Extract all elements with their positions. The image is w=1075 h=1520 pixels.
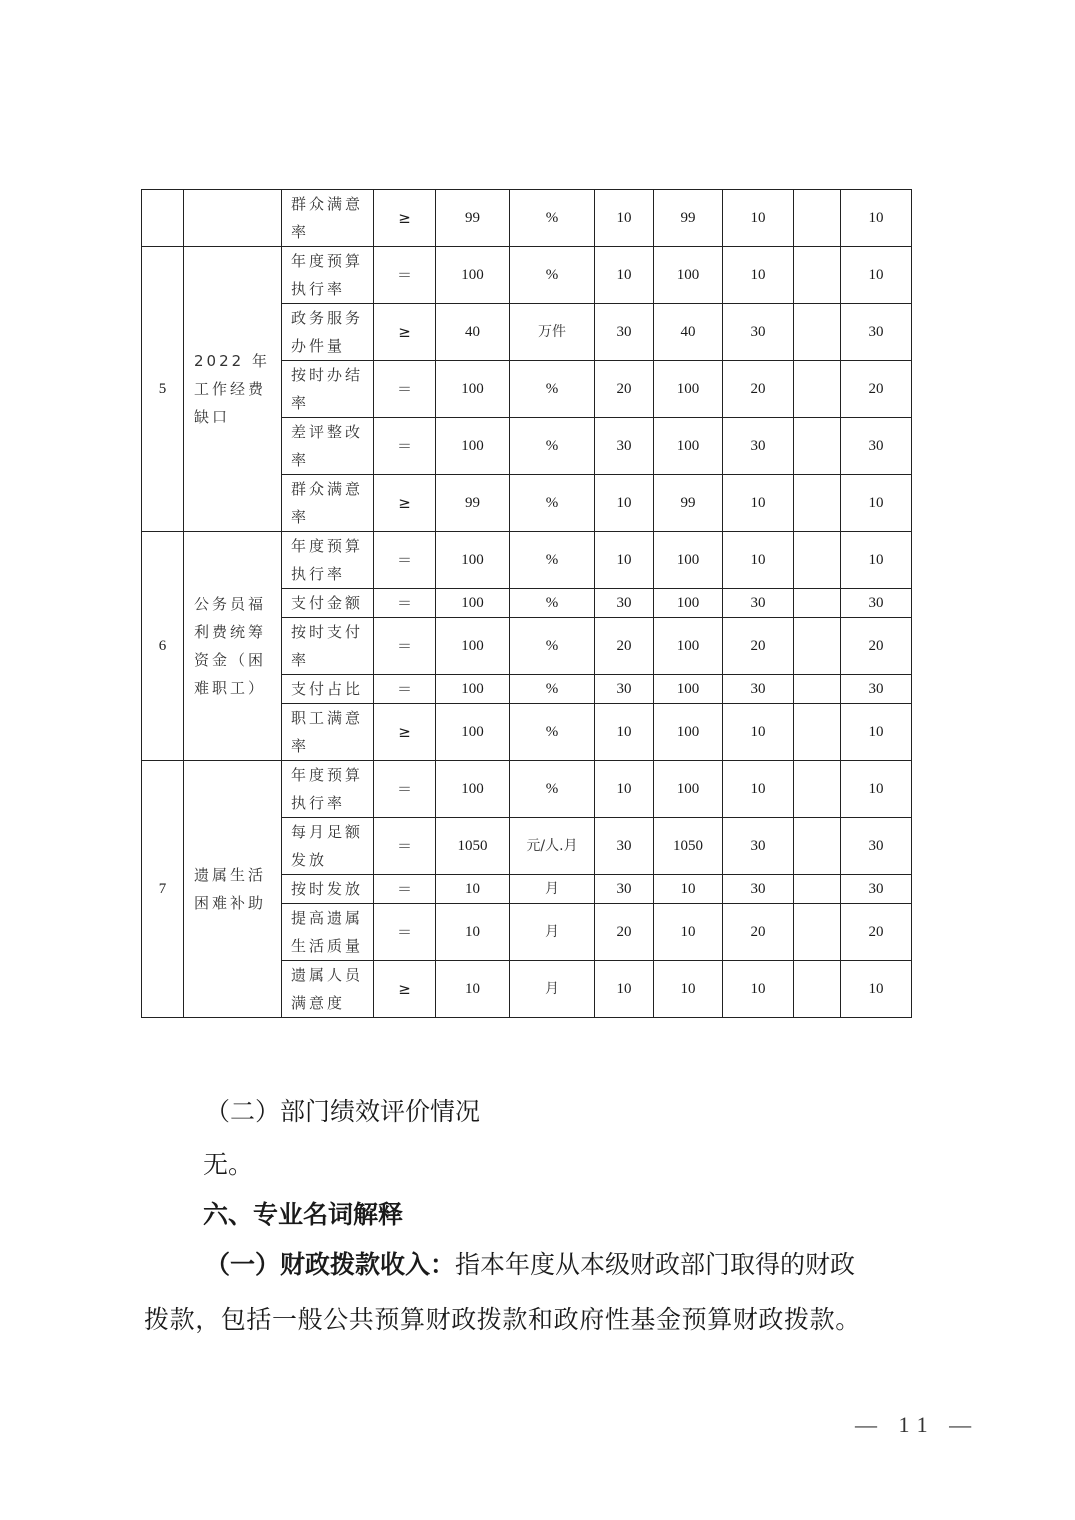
cell-target: 100 [436,704,510,761]
cell-target: 40 [436,304,510,361]
cell-op: ＝ [374,818,436,875]
cell-score: 30 [723,675,794,704]
table-row [142,247,912,304]
cell-actual: 1050 [654,818,723,875]
indicator-name: 支付金额 [282,589,374,618]
cell-actual: 100 [654,361,723,418]
cell-op: ＝ [374,361,436,418]
cell-weight: 30 [595,589,654,618]
cell-final: 30 [841,418,912,475]
cell-score: 20 [723,618,794,675]
cell-weight: 30 [595,818,654,875]
cell-op: ＝ [374,247,436,304]
table-row [142,532,912,589]
cell-score: 20 [723,361,794,418]
cell-actual: 100 [654,618,723,675]
cell-score: 10 [723,704,794,761]
indicator-name: 群众满意率 [282,475,374,532]
cell-score: 30 [723,304,794,361]
cell-final: 10 [841,475,912,532]
cell-final: 30 [841,875,912,904]
cell-note [794,418,841,475]
project-name [184,190,282,247]
cell-weight: 30 [595,875,654,904]
cell-target: 99 [436,475,510,532]
cell-note [794,818,841,875]
indicator-name: 遗属人员满意度 [282,961,374,1018]
cell-final: 20 [841,361,912,418]
indicator-name: 年度预算执行率 [282,532,374,589]
definition-term: （一）财政拨款收入： [205,1250,456,1279]
indicator-name: 群众满意率 [282,190,374,247]
cell-target: 10 [436,875,510,904]
cell-weight: 10 [595,532,654,589]
indicator-name: 政务服务办件量 [282,304,374,361]
cell-score: 10 [723,247,794,304]
cell-actual: 100 [654,418,723,475]
cell-weight: 30 [595,675,654,704]
cell-actual: 100 [654,589,723,618]
cell-weight: 10 [595,190,654,247]
cell-op: ≥ [374,961,436,1018]
cell-note [794,904,841,961]
row-index [142,190,184,247]
cell-target: 10 [436,961,510,1018]
cell-final: 10 [841,247,912,304]
cell-unit: % [510,532,595,589]
cell-final: 10 [841,961,912,1018]
indicator-name: 职工满意率 [282,704,374,761]
cell-unit: 元/人.月 [510,818,595,875]
definition-text-1: 指本年度从本级财政部门取得的财政 [455,1250,856,1279]
indicator-name: 提高遗属生活质量 [282,904,374,961]
cell-note [794,618,841,675]
project-name: 2022 年工作经费缺口 [184,247,282,532]
cell-target: 100 [436,761,510,818]
cell-note [794,361,841,418]
cell-weight: 10 [595,704,654,761]
cell-op: ＝ [374,904,436,961]
row-index: 6 [142,532,184,761]
cell-op: ＝ [374,761,436,818]
cell-actual: 100 [654,761,723,818]
cell-score: 30 [723,589,794,618]
cell-score: 10 [723,190,794,247]
cell-final: 10 [841,190,912,247]
cell-score: 10 [723,961,794,1018]
cell-final: 30 [841,675,912,704]
cell-unit: % [510,247,595,304]
definition-line-1 [205,1245,855,1281]
cell-actual: 100 [654,247,723,304]
cell-weight: 30 [595,304,654,361]
cell-actual: 10 [654,904,723,961]
cell-score: 20 [723,904,794,961]
cell-target: 10 [436,904,510,961]
cell-unit: % [510,704,595,761]
cell-op: ≥ [374,190,436,247]
cell-op: ＝ [374,875,436,904]
cell-unit: % [510,475,595,532]
cell-score: 10 [723,532,794,589]
cell-op: ＝ [374,675,436,704]
cell-weight: 20 [595,361,654,418]
cell-actual: 99 [654,190,723,247]
cell-final: 10 [841,704,912,761]
project-name: 遗属生活困难补助 [184,761,282,1018]
cell-note [794,704,841,761]
indicator-name: 按时办结率 [282,361,374,418]
cell-unit: 万件 [510,304,595,361]
indicator-name: 按时发放 [282,875,374,904]
none-text: 无。 [203,1150,254,1179]
table-row [142,190,912,247]
cell-unit: % [510,190,595,247]
definition-line-2: 拨款，包括一般公共预算财政拨款和政府性基金预算财政拨款。 [144,1305,861,1334]
table-row [142,761,912,818]
cell-op: ＝ [374,618,436,675]
cell-final: 30 [841,304,912,361]
cell-final: 20 [841,618,912,675]
project-name: 公务员福利费统筹资金（困难职工） [184,532,282,761]
cell-op: ＝ [374,532,436,589]
cell-weight: 10 [595,475,654,532]
subheading-dept-evaluation: （二）部门绩效评价情况 [205,1097,481,1126]
indicator-name: 每月足额发放 [282,818,374,875]
cell-note [794,961,841,1018]
cell-unit: % [510,761,595,818]
cell-target: 1050 [436,818,510,875]
cell-weight: 10 [595,761,654,818]
cell-score: 10 [723,761,794,818]
cell-final: 30 [841,818,912,875]
cell-target: 100 [436,532,510,589]
cell-score: 30 [723,418,794,475]
cell-weight: 10 [595,247,654,304]
cell-weight: 30 [595,418,654,475]
cell-weight: 20 [595,618,654,675]
cell-note [794,589,841,618]
page-number: — 11 — [855,1412,980,1437]
cell-unit: 月 [510,875,595,904]
row-index: 7 [142,761,184,1018]
cell-target: 100 [436,675,510,704]
cell-note [794,532,841,589]
cell-target: 100 [436,589,510,618]
cell-note [794,475,841,532]
cell-op: ≥ [374,475,436,532]
indicator-name: 年度预算执行率 [282,247,374,304]
cell-score: 30 [723,875,794,904]
cell-op: ＝ [374,589,436,618]
cell-note [794,247,841,304]
row-index: 5 [142,247,184,532]
cell-unit: 月 [510,961,595,1018]
cell-note [794,761,841,818]
cell-actual: 99 [654,475,723,532]
cell-unit: % [510,361,595,418]
cell-actual: 100 [654,704,723,761]
cell-final: 10 [841,532,912,589]
cell-unit: % [510,675,595,704]
cell-op: ≥ [374,704,436,761]
cell-target: 100 [436,418,510,475]
performance-table [141,189,912,1018]
cell-final: 10 [841,761,912,818]
cell-unit: % [510,418,595,475]
section-heading-terms: 六、专业名词解释 [203,1200,404,1229]
indicator-name: 支付占比 [282,675,374,704]
cell-note [794,304,841,361]
cell-op: ≥ [374,304,436,361]
cell-actual: 100 [654,675,723,704]
cell-unit: % [510,589,595,618]
cell-note [794,875,841,904]
cell-unit: % [510,618,595,675]
table-body [142,190,912,1018]
cell-note [794,190,841,247]
cell-score: 10 [723,475,794,532]
cell-unit: 月 [510,904,595,961]
indicator-name: 按时支付率 [282,618,374,675]
cell-target: 100 [436,247,510,304]
indicator-name: 年度预算执行率 [282,761,374,818]
cell-actual: 40 [654,304,723,361]
cell-target: 100 [436,361,510,418]
cell-op: ＝ [374,418,436,475]
cell-target: 100 [436,618,510,675]
cell-final: 30 [841,589,912,618]
cell-note [794,675,841,704]
cell-actual: 10 [654,961,723,1018]
cell-actual: 10 [654,875,723,904]
cell-weight: 10 [595,961,654,1018]
cell-target: 99 [436,190,510,247]
cell-score: 30 [723,818,794,875]
cell-weight: 20 [595,904,654,961]
cell-final: 20 [841,904,912,961]
cell-actual: 100 [654,532,723,589]
indicator-name: 差评整改率 [282,418,374,475]
